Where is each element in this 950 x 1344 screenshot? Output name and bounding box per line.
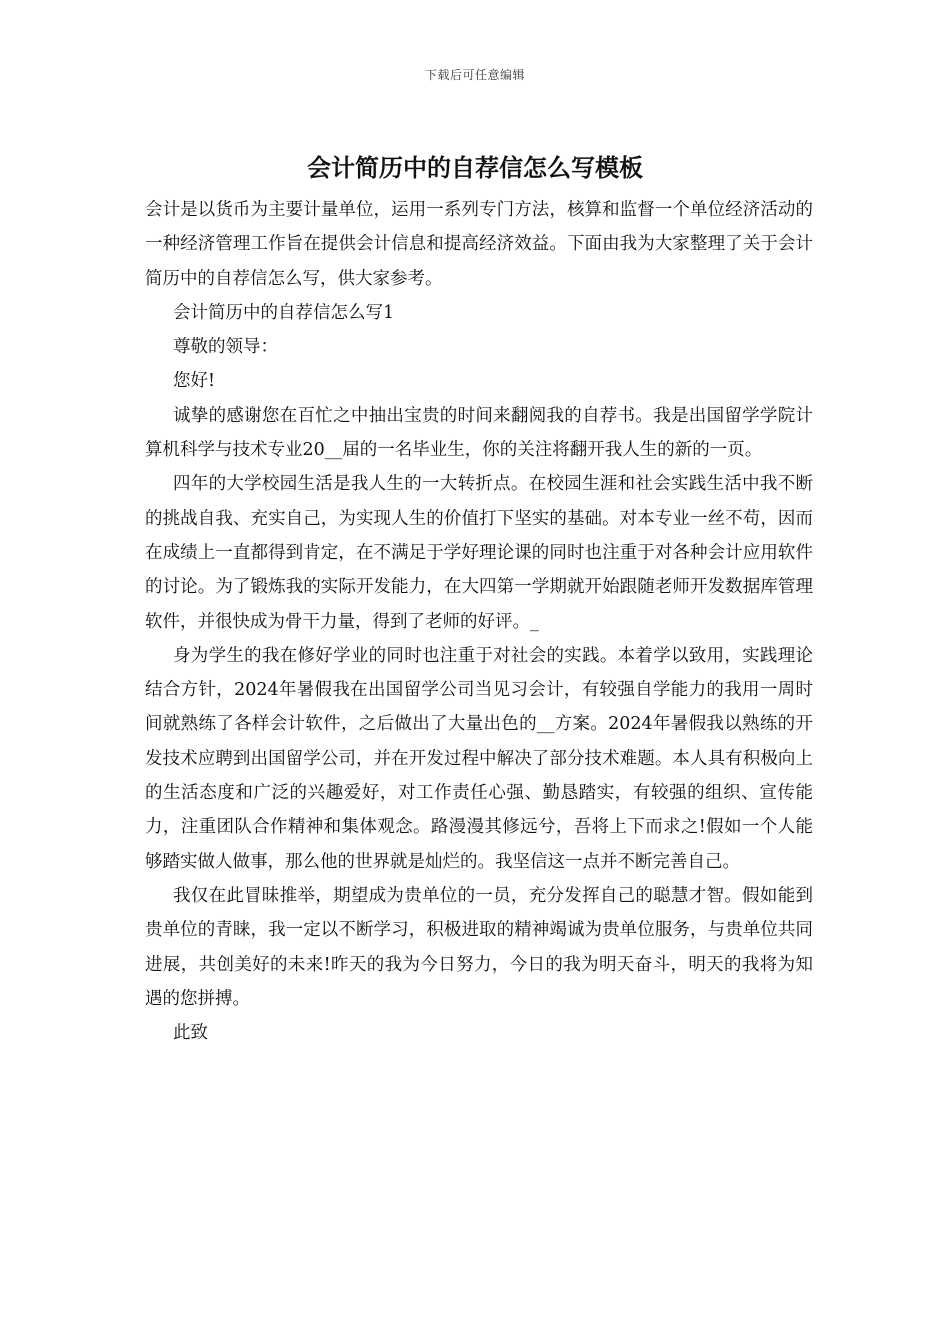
greeting: 您好! bbox=[173, 371, 216, 392]
intro-paragraph: 会计是以货币为主要计量单位，运用一系列专门方法，核算和监督一个单位经济活动的一种经济管理工作旨在提供会计信息和提高经济效益。下面由我为大家整理了关于会计简历中的自荐信怎么写，供大家参考。 bbox=[145, 200, 813, 289]
closing: 此致 bbox=[173, 1023, 208, 1044]
salutation: 尊敬的领导： bbox=[173, 337, 278, 358]
document-body bbox=[145, 193, 813, 1050]
body-paragraph: 我仅在此冒昧推举，期望成为贵单位的一员，充分发挥自己的聪慧才智。假如能到贵单位的青睐，我一定以不断学习，积极进取的精神竭诚为贵单位服务，与贵单位共同进展，共创美好的未来!昨天的我为今日努力，今日的我为明天奋斗，明天的我将为知遇的您拼搏。 bbox=[145, 885, 813, 1009]
section-heading: 会计简历中的自荐信怎么写1 bbox=[173, 302, 395, 323]
document-title: 会计简历中的自荐信怎么写模板 bbox=[307, 153, 643, 182]
body-paragraph: 四年的大学校园生活是我人生的一大转折点。在校园生涯和社会实践生活中我不断的挑战自我、充实自己，为实现人生的价值打下坚实的基础。对本专业一丝不苟，因而在成绩上一直都得到肯定，在不满足于学好理论课的同时也注重于对各种会计应用软件的讨论。为了锻炼我的实际开发能力，在大四第一学期就开始跟随老师开发数据库管理软件，并很快成为骨干力量，得到了老师的好评。_ bbox=[145, 474, 813, 632]
body-paragraph: 身为学生的我在修好学业的同时也注重于对社会的实践。本着学以致用，实践理论结合方针，2024年暑假我在出国留学公司当见习会计，有较强自学能力的我用一周时间就熟练了各样会计软件，之后做出了大量出色的__方案。2024年暑假我以熟练的开发技术应聘到出国留学公司，并在开发过程中解决了部分技术难题。本人具有积极向上的生活态度和广泛的兴趣爱好，对工作责任心强、勤恳踏实，有较强的组织、宣传能力，注重团队合作精神和集体观念。路漫漫其修远兮，吾将上下而求之!假如一个人能够踏实做人做事，那么他的世界就是灿烂的。我坚信这一点并不断完善自己。 bbox=[145, 645, 813, 872]
header-note: 下载后可任意编辑 bbox=[424, 68, 525, 82]
body-paragraph: 诚挚的感谢您在百忙之中抽出宝贵的时间来翻阅我的自荐书。我是出国留学学院计算机科学与技术专业20__届的一名毕业生，你的关注将翻开我人生的新的一页。 bbox=[145, 405, 813, 461]
